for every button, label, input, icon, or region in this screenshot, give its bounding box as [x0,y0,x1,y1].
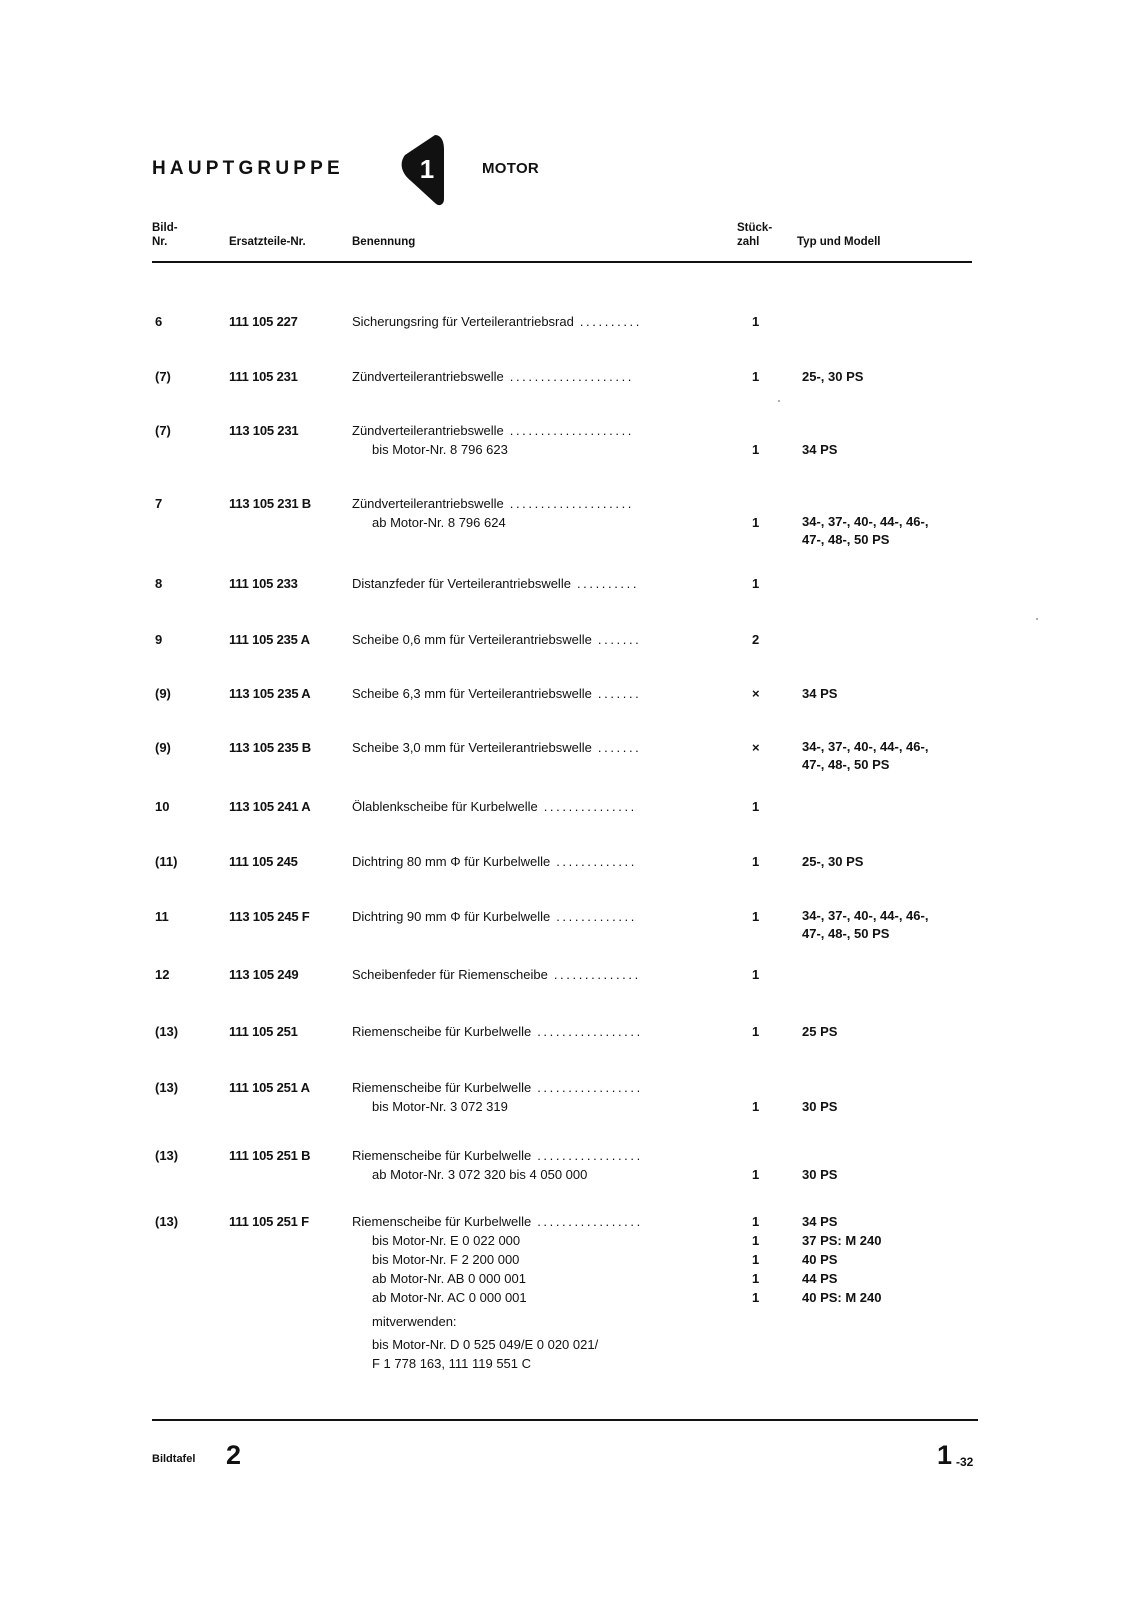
description-main [352,574,727,593]
type-model [802,1022,837,1041]
description-text: Ölablenkscheibe für Kurbelwelle [352,799,538,814]
type-model-value: 25 PS [802,1024,838,1039]
quantity-value: 1 [752,967,760,982]
type-model [802,367,863,386]
leader-dots: ................. [537,1024,643,1039]
type-model [802,738,928,774]
bild-nr: 10 [155,799,170,814]
part-number: 113 105 241 A [229,799,311,814]
part-number: 113 105 231 B [229,496,311,511]
bild-nr: 6 [155,314,163,329]
description-text: Zündverteilerantriebswelle [352,496,504,511]
description-main [352,1212,727,1231]
part-number: 111 105 251 F [229,1214,309,1229]
part-number: 111 105 251 B [229,1148,311,1163]
quantity [752,440,759,459]
header-rule [152,261,972,263]
description [352,907,727,926]
scan-speck [778,400,780,402]
quantity-value: 1 [752,1099,760,1114]
type-model [802,852,863,871]
quantity [752,797,759,816]
description-main [352,684,727,703]
type-model [802,1097,837,1116]
quantity [752,574,759,593]
quantity [752,1212,759,1307]
description-text: Distanzfeder für Verteilerantriebswelle [352,576,571,591]
description [352,1078,727,1116]
description [352,494,727,532]
description-text: Scheibe 0,6 mm für Verteilerantriebswelle [352,632,592,647]
description-subline: ab Motor-Nr. AB 0 000 001 [372,1271,526,1286]
scan-speck [1036,618,1038,620]
part-number: 111 105 233 [229,576,298,591]
bild-nr: 9 [155,632,163,647]
bildtafel-label: Bildtafel [152,1453,196,1465]
note-line: F 1 778 163, 111 119 551 C [372,1356,532,1371]
part-number: 111 105 245 [229,854,298,869]
description-text: Scheibe 3,0 mm für Verteilerantriebswelle [352,740,592,755]
type-model-value: 30 PS [802,1167,838,1182]
description-main [352,630,727,649]
quantity [752,1022,759,1041]
quantity-value: 1 [752,1290,760,1305]
bildtafel-number: 2 [226,1440,242,1470]
description-main [352,852,727,871]
leader-dots: ....... [597,686,642,701]
description-text: Riemenscheibe für Kurbelwelle [352,1024,532,1039]
type-model [802,684,837,703]
quantity-value: 1 [752,1214,760,1229]
description-text: Sicherungsring für Verteilerantriebsrad [352,314,574,329]
description-text: Scheibenfeder für Riemenscheibe [352,967,548,982]
description-text: Dichtring 90 mm Φ für Kurbelwelle [352,909,551,924]
quantity [752,1097,759,1116]
description-main [352,797,727,816]
type-model [802,513,928,549]
leader-dots: .................... [509,496,634,511]
quantity [752,965,759,984]
quantity-value: 1 [752,854,760,869]
quantity-value: 1 [752,314,760,329]
description [352,1146,727,1184]
description-subline: bis Motor-Nr. 3 072 319 [372,1099,508,1114]
bild-nr: (13) [155,1080,179,1095]
description-subline: ab Motor-Nr. 3 072 320 bis 4 050 000 [372,1167,588,1182]
type-model [802,907,928,943]
col-bild-line2: Nr. [152,236,168,248]
leader-dots: ................. [537,1080,643,1095]
description-main [352,965,727,984]
col-bild-line1: Bild- [152,222,178,234]
quantity-value: 1 [752,1252,760,1267]
quantity [752,367,759,386]
bild-nr: (9) [155,686,171,701]
leader-dots: ............. [556,909,637,924]
bild-nr: (13) [155,1148,179,1163]
part-number: 113 105 231 [229,423,299,438]
col-ersatzteile-nr: Ersatzteile-Nr. [229,236,306,248]
type-model [802,1165,837,1184]
description-main [352,907,727,926]
part-number: 113 105 249 [229,967,299,982]
type-model-value: 34 PS [802,686,838,701]
bild-nr: (13) [155,1024,179,1039]
group-name: MOTOR [482,160,540,177]
type-model-value: 25-, 30 PS [802,854,864,869]
group-number: 1 [419,154,435,184]
part-number: 111 105 251 [229,1024,298,1039]
description-main [352,494,727,513]
description-main [352,1078,727,1097]
quantity-value: 1 [752,1024,760,1039]
description [352,797,727,816]
description-subline: bis Motor-Nr. E 0 022 000 [372,1233,521,1248]
description [352,1022,727,1041]
leader-dots: .................... [509,423,634,438]
col-benennung: Benennung [352,236,416,248]
type-model-value: 34 PS [802,442,838,457]
quantity-value: 1 [752,515,760,530]
leader-dots: ............... [543,799,637,814]
part-number: 111 105 227 [229,314,298,329]
quantity [752,630,759,649]
type-model-value: 47-, 48-, 50 PS [802,757,890,772]
bild-nr: (7) [155,423,171,438]
quantity-value: 1 [752,1271,760,1286]
type-model [802,440,837,459]
group-label: HAUPTGRUPPE [152,158,344,179]
description [352,421,727,459]
description [352,738,727,757]
footer-rule [152,1419,978,1421]
quantity-value: 1 [752,1167,760,1182]
col-stueck-line1: Stück- [737,222,773,234]
leader-dots: .......... [576,576,640,591]
part-number: 111 105 231 [229,369,298,384]
description [352,630,727,649]
quantity-value: 1 [752,369,760,384]
leader-dots: ................. [537,1214,643,1229]
type-model-value: 30 PS [802,1099,838,1114]
leader-dots: .................... [509,369,634,384]
description-text: Riemenscheibe für Kurbelwelle [352,1080,532,1095]
note-line: bis Motor-Nr. D 0 525 049/E 0 020 021/ [372,1337,599,1352]
part-number: 111 105 235 A [229,632,310,647]
leader-dots: .......... [579,314,642,329]
bild-nr: 12 [155,967,170,982]
part-number: 113 105 235 B [229,740,311,755]
type-model-value: 40 PS: M 240 [802,1290,882,1305]
type-model-value: 47-, 48-, 50 PS [802,926,890,941]
description [352,312,727,331]
quantity [752,312,759,331]
page-number-main: 1 [937,1440,953,1470]
quantity [752,738,760,757]
description [352,367,727,386]
quantity [752,684,760,703]
description-text: Riemenscheibe für Kurbelwelle [352,1148,532,1163]
bild-nr: 11 [155,909,169,924]
type-model-value: 34-, 37-, 40-, 44-, 46-, [802,514,929,529]
description-text: Riemenscheibe für Kurbelwelle [352,1214,532,1229]
description [352,965,727,984]
description-text: Dichtring 80 mm Φ für Kurbelwelle [352,854,551,869]
quantity [752,907,759,926]
description [352,852,727,871]
description-main [352,738,727,757]
description [352,684,727,703]
description-main [352,1022,727,1041]
description-main [352,367,727,386]
part-number: 111 105 251 A [229,1080,310,1095]
col-typ-und-modell: Typ und Modell [797,236,881,248]
leader-dots: ....... [597,632,642,647]
description-text: Scheibe 6,3 mm für Verteilerantriebswelle [352,686,592,701]
type-model-value: 37 PS: M 240 [802,1233,882,1248]
description-main [352,312,727,331]
leader-dots: ............. [556,854,637,869]
page-number-sub: -32 [956,1455,974,1469]
leader-dots: .............. [553,967,641,982]
col-bild-nr [152,221,178,249]
description [352,1212,727,1373]
bild-nr: (11) [155,854,178,869]
bild-nr: (13) [155,1214,179,1229]
description-subline: bis Motor-Nr. F 2 200 000 [372,1252,520,1267]
type-model [802,1212,882,1307]
description-subline: ab Motor-Nr. 8 796 624 [372,515,506,530]
quantity-value: 1 [752,909,760,924]
description-main [352,1146,727,1165]
leader-dots: ....... [597,740,642,755]
quantity-value: × [752,686,760,701]
type-model-value: 40 PS [802,1252,838,1267]
col-stueck-line2: zahl [737,236,760,248]
quantity [752,513,759,532]
description-text: Zündverteilerantriebswelle [352,423,504,438]
quantity [752,1165,759,1184]
bild-nr: (9) [155,740,171,755]
group-number-badge [397,133,447,207]
description [352,574,727,593]
part-number: 113 105 235 A [229,686,311,701]
quantity-value: 1 [752,1233,760,1248]
description-subline: ab Motor-Nr. AC 0 000 001 [372,1290,527,1305]
description-text: Zündverteilerantriebswelle [352,369,504,384]
type-model-value: 44 PS [802,1271,838,1286]
type-model-value: 34-, 37-, 40-, 44-, 46-, [802,739,929,754]
bild-nr: 8 [155,576,163,591]
quantity-value: 1 [752,442,760,457]
type-model-value: 34 PS [802,1214,838,1229]
note-label: mitverwenden: [372,1314,457,1329]
col-stueckzahl [737,221,772,249]
quantity-value: × [752,740,760,755]
part-number: 113 105 245 F [229,909,310,924]
leader-dots: ................. [537,1148,643,1163]
type-model-value: 25-, 30 PS [802,369,864,384]
quantity-value: 1 [752,576,760,591]
bild-nr: 7 [155,496,163,511]
description-main [352,421,727,440]
quantity-value: 1 [752,799,760,814]
quantity [752,852,759,871]
description-subline: bis Motor-Nr. 8 796 623 [372,442,508,457]
quantity-value: 2 [752,632,760,647]
bild-nr: (7) [155,369,171,384]
type-model-value: 47-, 48-, 50 PS [802,532,890,547]
type-model-value: 34-, 37-, 40-, 44-, 46-, [802,908,929,923]
